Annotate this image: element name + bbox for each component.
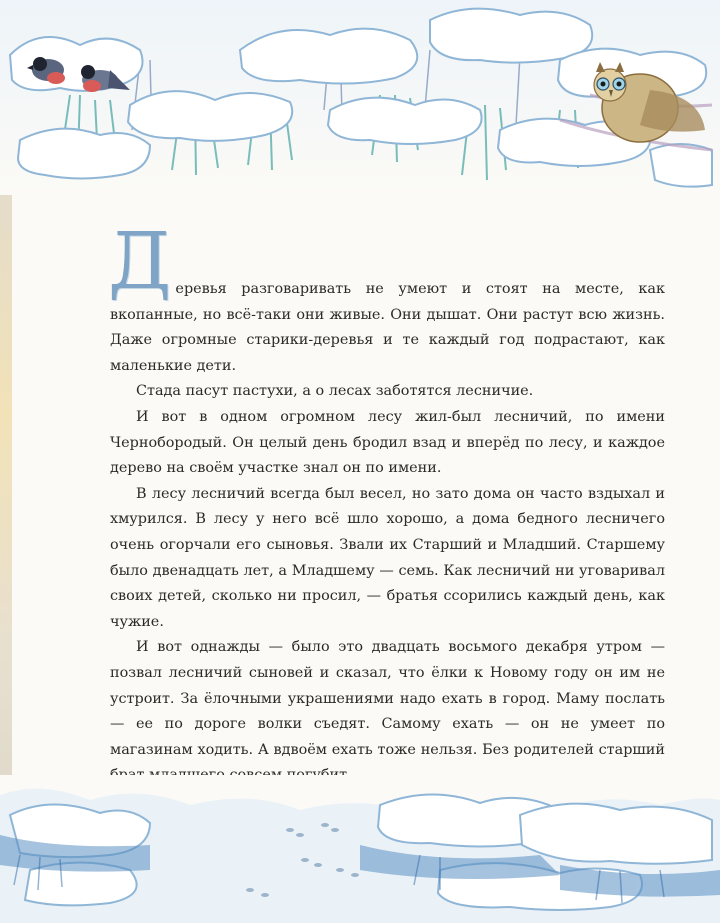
drop-cap: Д: [108, 217, 172, 307]
story-paragraph: Стада пасут пастухи, а о лесах заботятся лесничие.: [136, 383, 534, 400]
story-paragraph: И вот однажды — было это двадцать восьмого декабря утром — позвал лесничий сыновей и сказал, что ёлки к Новому году он им не устроит. За ёлочными украшениями надо ехать в город. Маму послать — ее по дороге волки съедят. Самому ехать — он не умеет по магазинам ходить. А вдвоём ехать тоже нельзя. Без родителей старший: [110, 639, 665, 758]
story-paragraph: [108, 217, 665, 379]
story-paragraph: В лесу лесничий всегда был весел, но зато дома он часто вздыхал и хмурился. В лесу у него всё шло хорошо, а дома бедного лесничего очень огорчали его сыновья. Звали их Старший и Младший. Старшему было двенадцать лет, а Младшему — семь. Как лесничий ни уговаривал своих детей, сколько ни просил, — братья ссорились каждый день, как чужие.: [110, 485, 665, 630]
bottom-illustration: [0, 775, 720, 923]
story-paragraph-text: еревья разговаривать не умеют и стоят на месте, как вкопанные, но всё-таки они живые. Они дышат. Они растут всю жизнь. Даже огромные старики-деревья и те каждый год подрастают, как маленькие дети.: [110, 281, 665, 374]
top-illustration: [0, 0, 720, 195]
snowdrift: [0, 789, 720, 923]
story-paragraph: И вот в одном огромном лесу жил-был лесничий, по имени Чернобородый. Он целый день бродил взад и вперёд по лесу, и каждое дерево на своём участке знал он по имени.: [110, 408, 665, 477]
story-text: [108, 217, 665, 840]
